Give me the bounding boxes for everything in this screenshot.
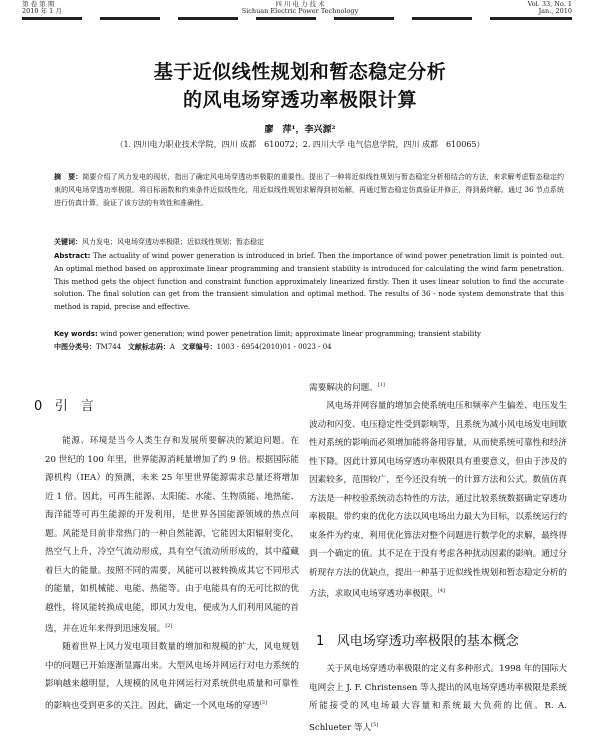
authors: 廖 萍¹，李兴源² [264,125,336,135]
section-0-heading [34,395,94,414]
journal-name-en: Sichuan Electric Power Technology [241,7,359,15]
intro-paragraph-3: 风电场并网容量的增加会使系统电压和频率产生偏差、电压发生波动和闪变、电压稳定性受到影响等，且系统为减小风电场发电间歇性对系统的影响而必须增加能将备用容量，从而使系统可靠性和经济性下降。因此计算风电场穿透功率极限具有重要意义，但由于涉及的因素较多，范围较广，至今还没有统一的计算方法和公式。数值仿真方法是一种校验系统动态特性的方法，通过比较系统数据确定穿透功率极限。带约束的优化方法以风电场出力最大为目标，以系统运行约束条件为约束，利用优化算法对整个问题进行数学化的求解，最终得到一个确定的值。其不足在于没有考虑各种扰动因素的影响。通过分析现存方法的优缺点，提出一种基于近似线性规划和暂态稳定分析的方法，求取风电场穿透功率极限。[4] [309,401,567,600]
section-0-number: 0 [34,399,43,414]
doc-code: A [169,343,175,351]
header-rule-1 [22,17,82,20]
ref-mark-1: [1] [377,382,385,388]
intro-continuation: 需要解决的问题。[1] [309,382,385,393]
header-rule-2 [100,17,160,20]
section-1-paragraph-1: 关于风电场穿透功率极限的定义有多种形式。1998 年的国际大电网会上 J. F. Christensen 等人提出的风电场穿透功率极限是系统所能接受的风电场最大容量和系统最大负荷的比值。R. A. Schlueter 等人[5] [309,664,567,733]
header-rule-6 [412,17,472,20]
header-volume-en: Vol. 33, No. 1 [527,0,572,8]
doc-code-label: 文献标志码： [127,343,170,351]
keywords-en-label: Key words: [54,330,98,338]
journal-name-cn: 四 川 电 力 技 术 [275,0,325,8]
clc-label: 中图分类号： [54,343,96,351]
header-date-cn: 2010 年 1 月 [22,7,62,15]
header-date-en: Jan., 2010 [538,7,572,15]
ref-mark-3: [3] [259,699,267,706]
section-1-heading [316,630,519,649]
right-column-top [309,376,567,604]
right-column-bottom [309,660,567,737]
ref-mark-4: [4] [437,588,446,595]
abstract-en [54,250,564,314]
classification-line [54,341,564,354]
header-rule-5 [334,17,394,20]
header-rule-7 [490,17,572,20]
header-rule-3 [178,17,238,20]
abstract-cn-text: 简要介绍了风力发电的现状，指出了确定风电场穿透功率极限的重要性。提出了一种将近似线性规划与暂态稳定分析相结合的方法，来求解考虑暂态稳定约束的风电场穿透功率极限。将目标函数和约束条件近似线性化，用近似线性规划求解得到初始解，再通过暂态稳定仿真验证并修正，得到最终解。通过 36 节点系统进行仿真计算，验证了该方法的有效性和准确性。 [54,173,565,207]
intro-paragraph-2: 随着世界上风力发电项目数量的增加和规模的扩大，风电规划中的问题已开始逐渐显露出来。大型风电场并网运行对电力系统的影响越来越明显，人规模的风电并网运行对系统供电质量和可靠性的影响也受到更多的关注。因此，确定一个风电场的穿透[3] [45,642,299,711]
section-1-number: 1 [316,634,325,649]
abstract-cn [54,171,564,209]
affiliation: （1. 四川电力职业技术学院，四川 成都 610072；2. 四川大学 电气信息学院，四川 成都 610065） [115,140,485,149]
keywords-en [54,328,564,341]
keywords-en-text: wind power generation; wind power penetration limit; approximate linear programming; transient stability [100,330,481,338]
article-id: 1003 - 6954(2010)01 - 0023 - 04 [216,343,332,351]
title-line-2: 的风电场穿透功率极限计算 [182,89,417,111]
keywords-cn-text: 风力发电；风电场穿透功率极限；近似线性规划；暂态稳定 [82,238,264,246]
abstract-cn-label: 摘 要： [54,173,83,181]
header-volume-cn: 第 卷 第 期 [22,0,55,8]
abstract-en-text: The actuality of wind power generation is introduced in brief. Then the importance of wind power penetration limit is pointed out. An optimal method based on approximate linear programming and transient stability is introduced for calculating the wind farm penetration. This method gets the object function and constraint function approximately linearized firstly. Then it uses linear solution to find the accurate solution. The final solution can get from the transient simulation and optimal method. The results of 36 - node system demonstrate that this method is rapid, precise and effective. [54,252,564,312]
section-0-title: 引 言 [54,399,94,414]
left-column [45,432,299,715]
title-line-1: 基于近似线性规划和暂态稳定分析 [153,61,447,83]
clc-code: TM744 [96,343,122,351]
ref-mark-2: [2] [165,623,173,629]
ref-mark-5: [5] [371,721,379,728]
article-id-label: 文章编号： [181,343,217,351]
section-1-title: 风电场穿透功率极限的基本概念 [336,634,519,649]
paper-title [0,58,600,114]
keywords-cn [54,236,564,249]
keywords-cn-label: 关键词： [54,238,82,246]
header-rule-4 [256,17,316,20]
running-header [0,0,600,22]
abstract-en-label: Abstract: [54,252,91,260]
intro-paragraph-1: 能源、环境是当今人类生存和发展所要解决的紧迫问题。在 20 世纪的 100 年里，世界能源消耗量增加了约 9 倍。根据国际能源机构（IEA）的预测，未来 25 年里世界能源需求总量还将增加近 1 倍。因此，可再生能源、太阳能、水能、生物质能、地热能、海洋能等可再生能源的开发利用，是世界各国能源领域的热点问题。风能是目前非常热门的一种自然能源，它能因太阳辐射变化，热空气上升，冷空气流动形成，具有空气流动所形成的，其中蕴藏着巨大的能量。按照不同的需要，风能可以被转换成其它不同形式的能量，如机械能、电能、热能等。由于电能具有的无可比拟的优越性，将风能转换成电能，即风力发电，便成为人们利用风能的首选，并在近年来得到迅速发展。[2] [45,436,299,634]
